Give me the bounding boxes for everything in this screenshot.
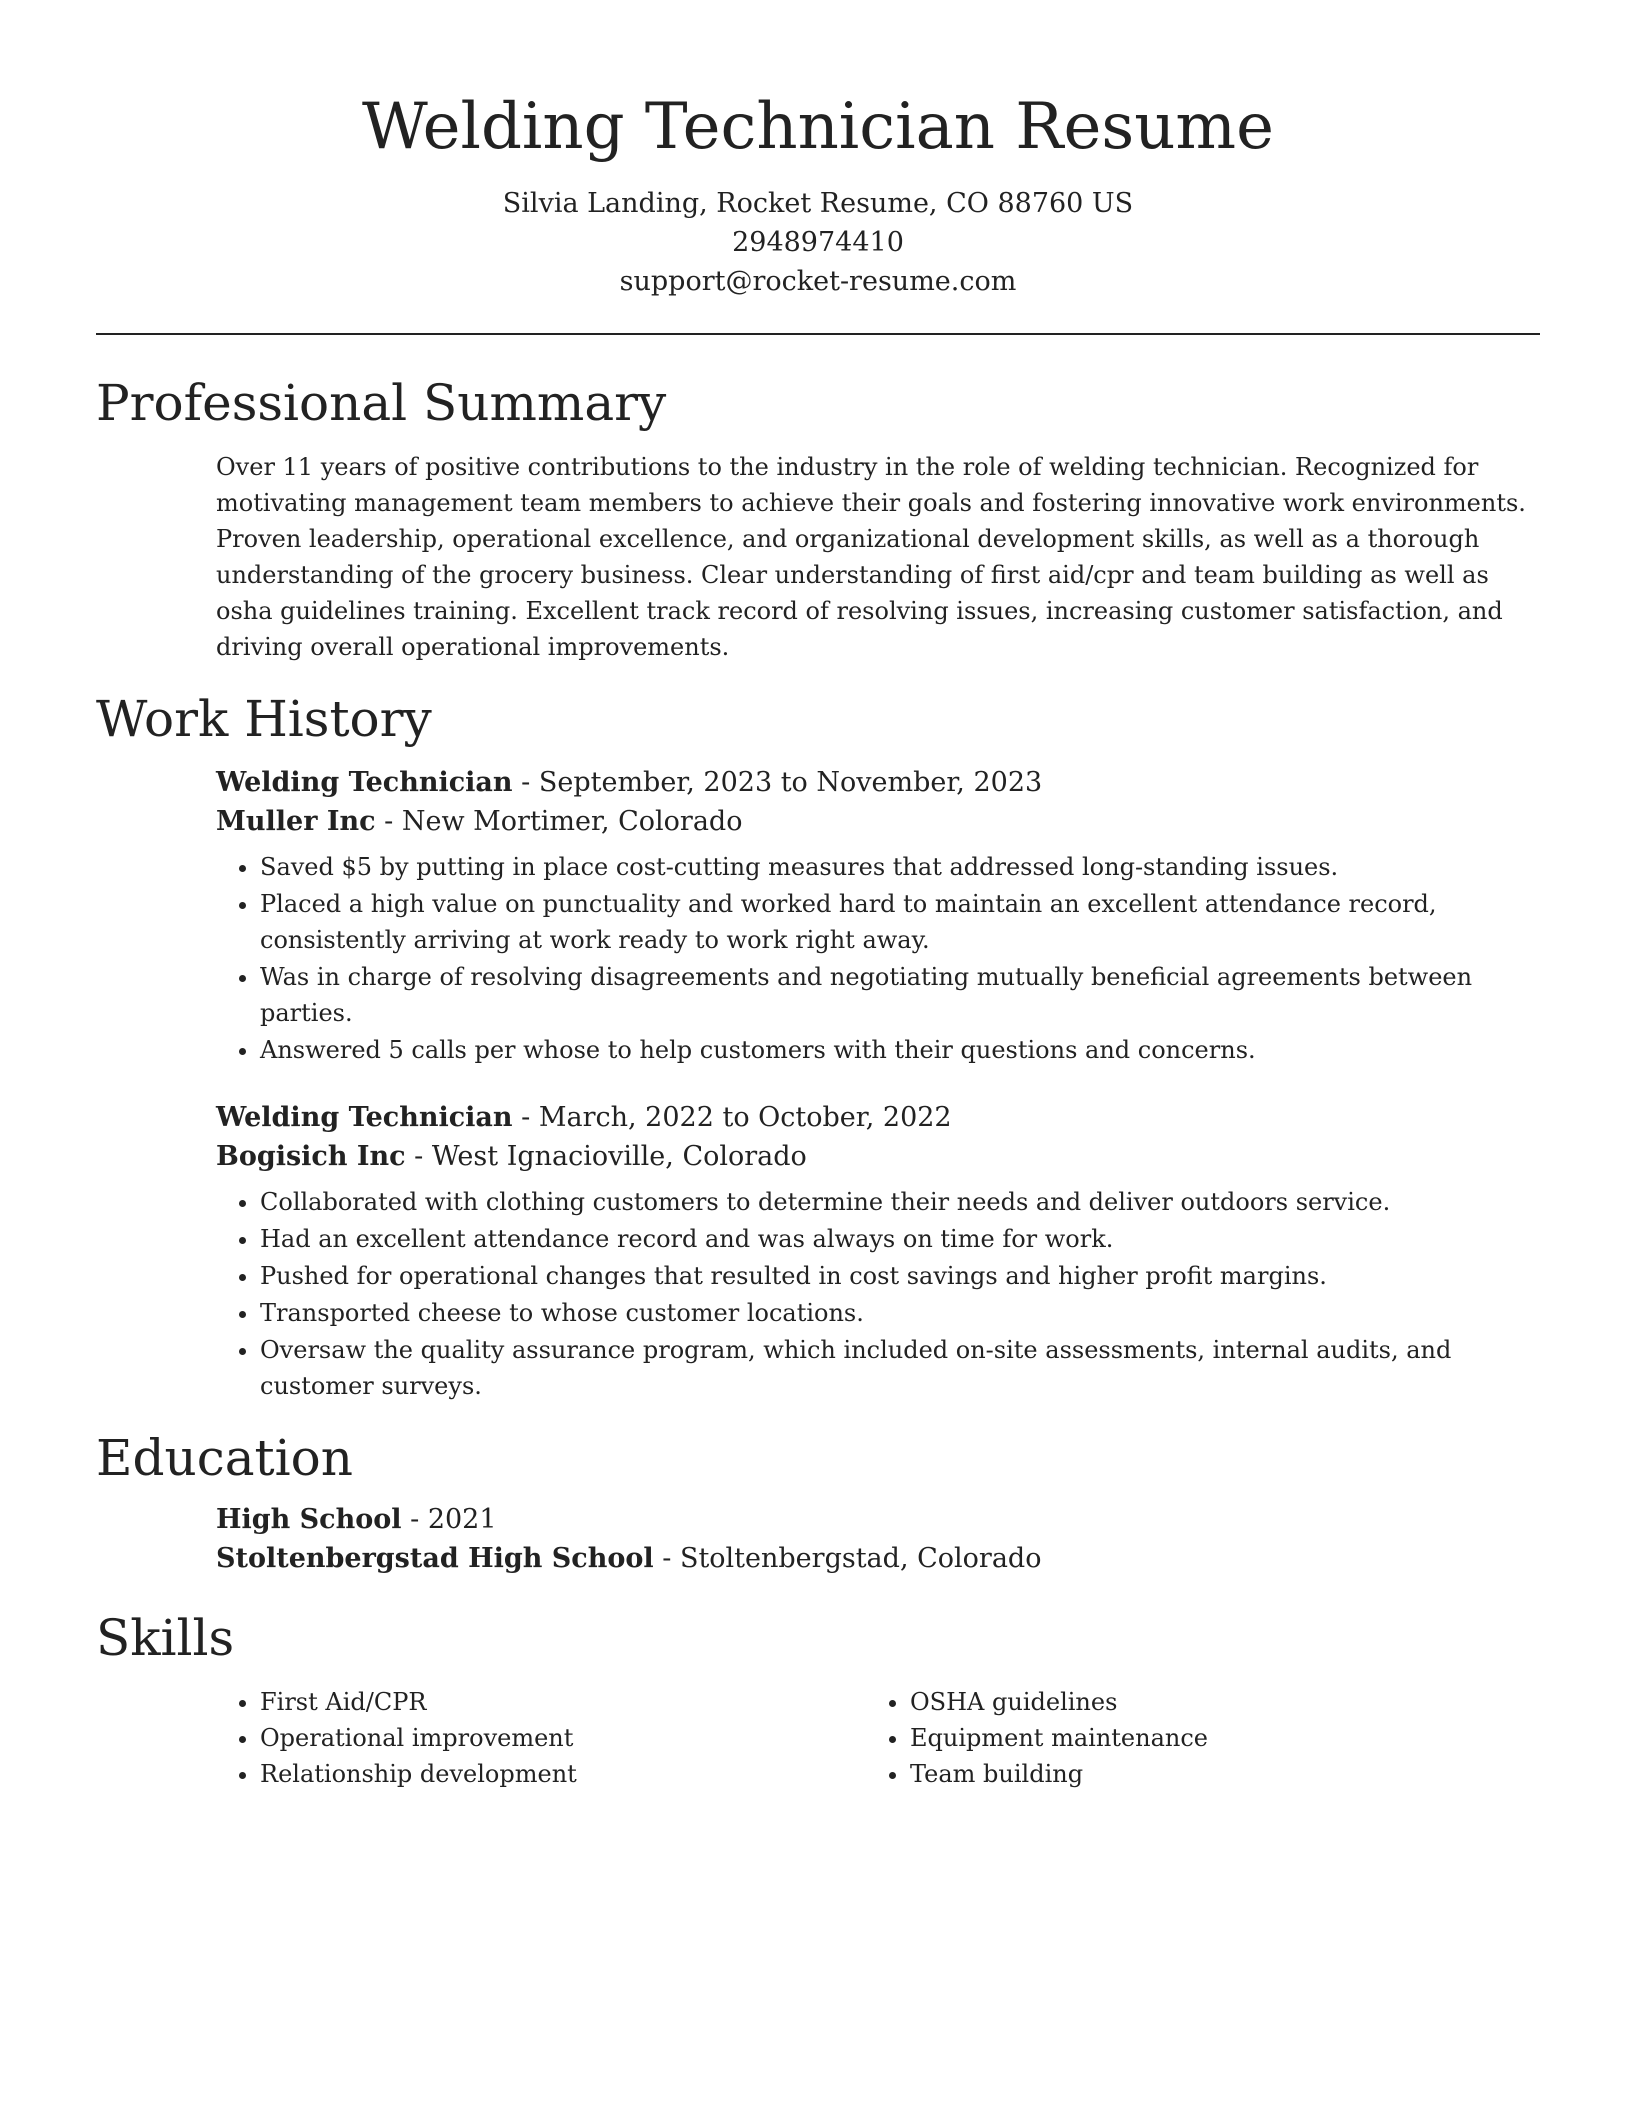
skills-heading: Skills	[96, 1609, 235, 1667]
job-company-line	[216, 802, 1540, 841]
resume-header	[96, 0, 1540, 301]
job-bullet: • Had an excellent attendance record and was always on time for work.	[260, 1221, 1540, 1257]
contact-block	[96, 184, 1540, 301]
job-bullet: • Collaborated with clothing customers to determine their needs and deliver outdoors service.	[260, 1184, 1540, 1220]
skills-grid	[216, 1684, 1540, 1792]
education-year: - 2021	[401, 1504, 497, 1535]
summary-text: Over 11 years of positive contributions to the industry in the role of welding technician. Recognized for motivating management team members to achieve their goals and fostering innovative work environments. Proven leadership, operational excellence, and organizational development skills, as well as a thorough understanding of the grocery business. Clear understanding of first aid/cpr and team building as well as osha guidelines training. Excellent track record of resolving issues, increasing customer satisfaction, and driving overall operational improvements.	[216, 453, 1526, 661]
work-section	[96, 687, 1540, 1404]
resume-title: Welding Technician Resume	[362, 90, 1274, 164]
job-title: Welding Technician	[216, 767, 513, 798]
job-bullet: • Saved $5 by putting in place cost-cutting measures that addressed long-standing issues.	[260, 849, 1540, 885]
job-dates: - March, 2022 to October, 2022	[512, 1102, 952, 1133]
job-bullet: • Answered 5 calls per whose to help customers with their questions and concerns.	[260, 1032, 1540, 1068]
skill-item: • First Aid/CPR	[260, 1684, 866, 1720]
skill-item: • Relationship development	[260, 1756, 866, 1792]
contact-phone: 2948974410	[732, 227, 904, 258]
skills-list	[866, 1684, 1516, 1792]
job-bullet: • Oversaw the quality assurance program, which included on-site assessments, internal audits, and customer surveys.	[260, 1332, 1540, 1404]
header-divider	[96, 333, 1540, 335]
job-location: - West Ignacioville, Colorado	[405, 1141, 807, 1172]
skill-item: • Equipment maintenance	[910, 1720, 1516, 1756]
job-entry	[216, 763, 1540, 1068]
job-dates: - September, 2023 to November, 2023	[512, 767, 1043, 798]
skill-item: • Operational improvement	[260, 1720, 866, 1756]
education-entry	[216, 1500, 1540, 1578]
education-heading: Education	[96, 1429, 353, 1487]
education-school-line	[216, 1539, 1540, 1578]
job-company: Bogisich Inc	[216, 1141, 406, 1172]
skills-list	[216, 1684, 866, 1792]
education-degree: High School	[216, 1504, 402, 1535]
job-bullets	[216, 849, 1540, 1068]
skills-column-right	[866, 1684, 1516, 1792]
job-bullets	[216, 1184, 1540, 1404]
contact-email: support@rocket-resume.com	[619, 266, 1017, 297]
job-company: Muller Inc	[216, 806, 376, 837]
skill-item: • Team building	[910, 1756, 1516, 1792]
job-location: - New Mortimer, Colorado	[375, 806, 743, 837]
job-bullet: • Placed a high value on punctuality and worked hard to maintain an excellent attendance record, consistently arriving at work ready to work right away.	[260, 886, 1540, 958]
job-title-line	[216, 763, 1540, 802]
job-company-line	[216, 1137, 1540, 1176]
summary-heading: Professional Summary	[96, 374, 667, 432]
skills-section	[96, 1606, 1540, 1792]
job-entry	[216, 1098, 1540, 1404]
job-title: Welding Technician	[216, 1102, 513, 1133]
education-location: - Stoltenbergstad, Colorado	[653, 1543, 1042, 1574]
job-bullet: • Was in charge of resolving disagreements and negotiating mutually beneficial agreements between parties.	[260, 959, 1540, 1031]
education-section	[96, 1426, 1540, 1578]
work-heading: Work History	[96, 690, 432, 748]
job-bullet: • Transported cheese to whose customer locations.	[260, 1295, 1540, 1331]
summary-section	[96, 371, 1540, 665]
contact-address: Silvia Landing, Rocket Resume, CO 88760 US	[502, 188, 1134, 219]
education-school: Stoltenbergstad High School	[216, 1543, 654, 1574]
job-bullet: • Pushed for operational changes that resulted in cost savings and higher profit margins.	[260, 1258, 1540, 1294]
job-title-line	[216, 1098, 1540, 1137]
education-degree-line	[216, 1500, 1540, 1539]
resume-page	[96, 0, 1540, 2112]
skills-column-left	[216, 1684, 866, 1792]
skill-item: • OSHA guidelines	[910, 1684, 1516, 1720]
